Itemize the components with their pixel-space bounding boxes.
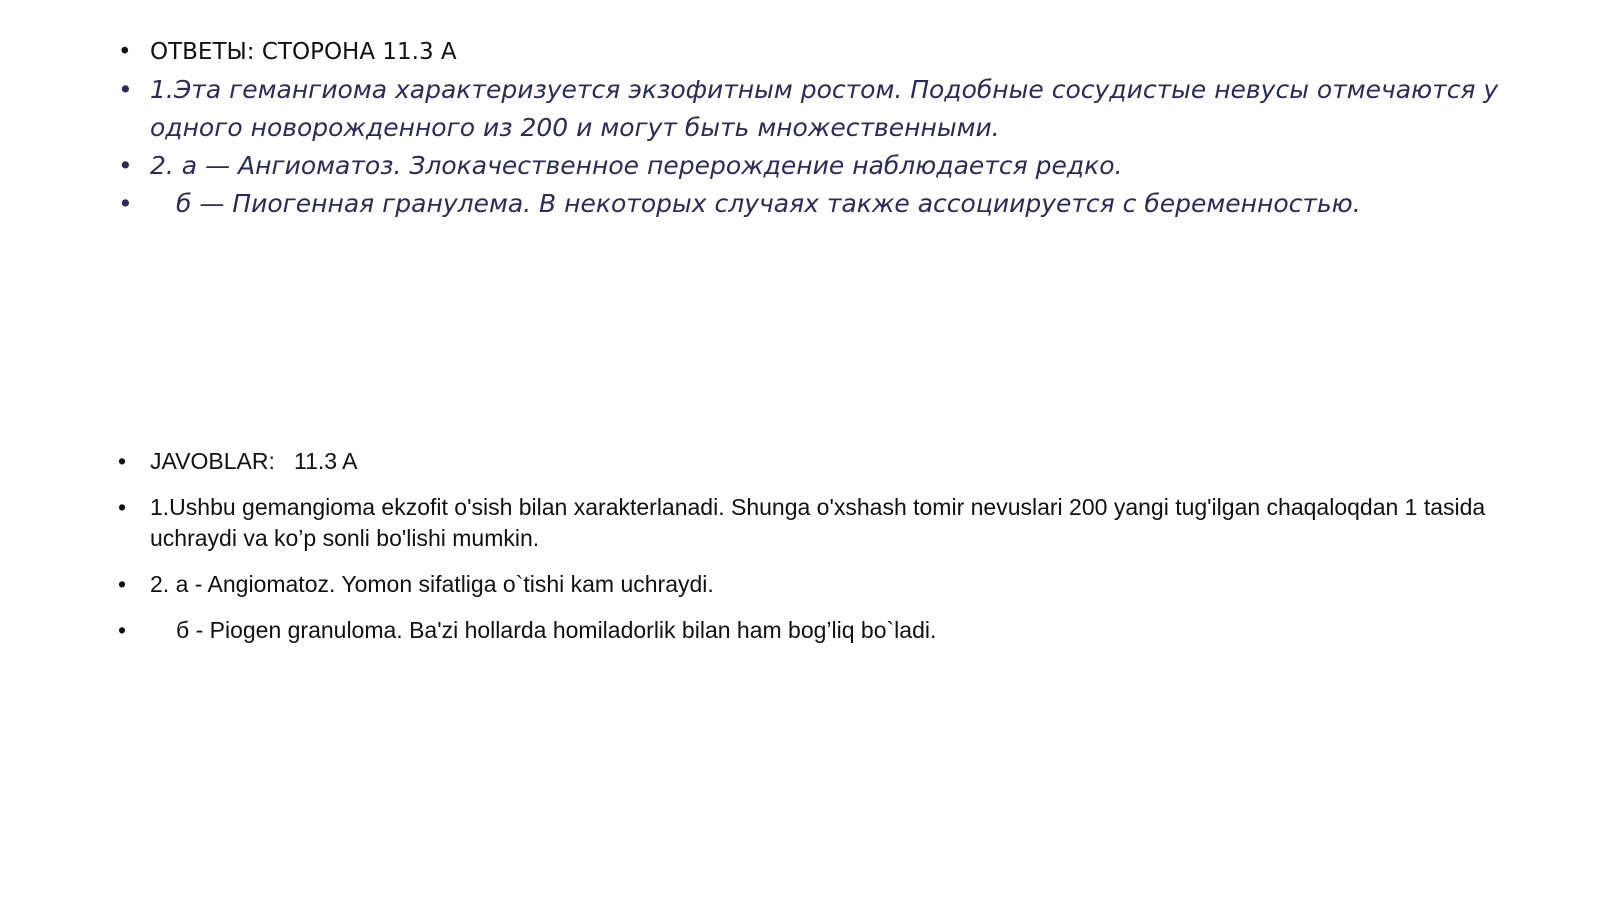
- list-item: [118, 569, 1568, 600]
- bullet-icon: •: [118, 617, 127, 643]
- russian-answers-heading: ОТВЕТЫ: СТОРОНА 11.3 А: [150, 39, 457, 65]
- uzbek-answers-heading: JAVOBLAR: 11.3 A: [150, 448, 358, 474]
- uzbek-answer-2a: 2. a - Angiomatoz. Yomon sifatliga o`tishi kam uchraydi.: [150, 571, 714, 597]
- list-item: [118, 615, 1568, 646]
- list-item: [118, 446, 1568, 477]
- uzbek-answer-1: 1.Ushbu gemangioma ekzofit o'sish bilan xarakterlanadi. Shunga o'xshash tomir nevuslari 200 yangi tug'ilgan chaqaloqdan 1 tasida uchraydi va ko’p sonli bo'lishi mumkin.: [150, 494, 1486, 551]
- russian-answers-list: [118, 33, 1568, 223]
- list-item: [118, 71, 1568, 147]
- bullet-icon: •: [118, 75, 133, 104]
- russian-answer-2b: б — Пиогенная гранулема. В некоторых случаях также ассоциируется с беременностью.: [176, 189, 1361, 218]
- russian-answer-2a: 2. а — Ангиоматоз. Злокачественное перерождение наблюдается редко.: [150, 151, 1123, 180]
- bullet-icon: •: [118, 151, 133, 180]
- bullet-icon: •: [118, 448, 127, 474]
- list-item: [118, 33, 1568, 71]
- uzbek-answer-2b: б - Piogen granuloma. Ba'zi hollarda homiladorlik bilan ham bog’liq bo`ladi.: [176, 617, 937, 643]
- russian-answer-1: 1.Эта гемангиома характеризуется экзофитным ростом. Подобные сосудистые невусы отмечаются у одного новорожденного из 200 и могут быть множественными.: [150, 75, 1499, 142]
- bullet-icon: •: [118, 39, 132, 65]
- list-item: [118, 492, 1568, 554]
- uzbek-answers-list: [118, 446, 1568, 661]
- list-item: [118, 185, 1568, 223]
- list-item: [118, 147, 1568, 185]
- bullet-icon: •: [118, 189, 133, 218]
- bullet-icon: •: [118, 494, 127, 520]
- bullet-icon: •: [118, 571, 127, 597]
